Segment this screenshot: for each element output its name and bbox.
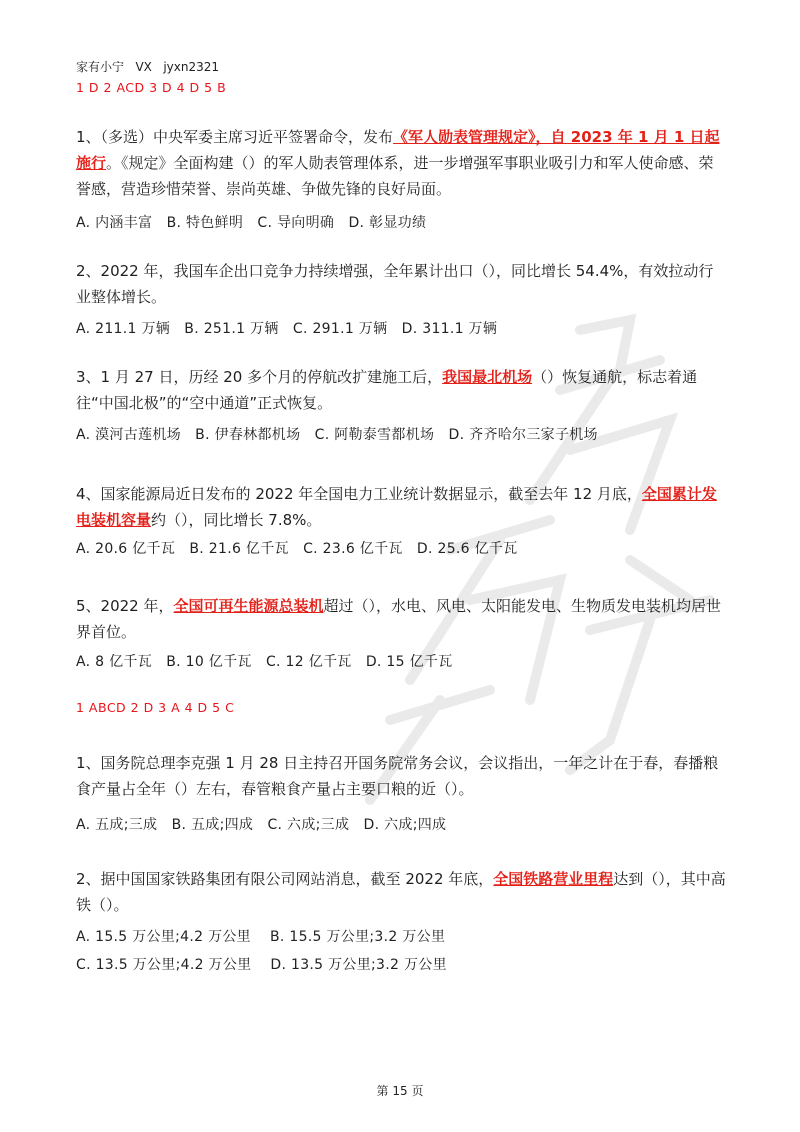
highlight-text: 全国累计发电装机容量 bbox=[76, 485, 717, 529]
header-contact: 家有小宁 VX jyxn2321 bbox=[76, 60, 219, 74]
options-1-3: A. 漠河古莲机场 B. 伊春林都机场 C. 阿勒泰雪都机场 D. 齐齐哈尔三家子机场 bbox=[76, 427, 598, 443]
highlight-text: 我国最北机场 bbox=[442, 368, 533, 386]
options-1-1: A. 内涵丰富 B. 特色鲜明 C. 导向明确 D. 彰显功绩 bbox=[76, 215, 427, 231]
highlight-text: 《军人勋表管理规定》，自 2023 年 1 月 1 日起施行 bbox=[76, 128, 720, 172]
question-1-1: 1、（多选）中央军委主席习近平签署命令，发布《军人勋表管理规定》，自 2023 年 1 月 1 日起施行。《规定》全面构建（）的军人勋表管理体系，进一步增强军事职业吸引力和军人使命感、荣誉感，营造珍惜荣誉、崇尚英雄、争做先锋的良好局面。 bbox=[76, 128, 720, 198]
options-1-4: A. 20.6 亿千瓦 B. 21.6 亿千瓦 C. 23.6 亿千瓦 D. 25.6 亿千瓦 bbox=[76, 541, 518, 557]
options-2-2-line1: A. 15.5 万公里;4.2 万公里 B. 15.5 万公里;3.2 万公里 bbox=[76, 929, 446, 945]
options-1-2: A. 211.1 万辆 B. 251.1 万辆 C. 291.1 万辆 D. 311.1 万辆 bbox=[76, 321, 498, 337]
question-1-3: 3、1 月 27 日，历经 20 多个月的停航改扩建施工后，我国最北机场（）恢复通航，标志着通往“中国北极”的“空中通道”正式恢复。 bbox=[76, 368, 698, 412]
question-1-5: 5、2022 年，全国可再生能源总装机超过（），水电、风电、太阳能发电、生物质发电装机均居世界首位。 bbox=[76, 597, 722, 641]
answer-key-1: 1 D 2 ACD 3 D 4 D 5 B bbox=[76, 80, 227, 95]
question-2-2: 2、据中国国家铁路集团有限公司网站消息，截至 2022 年底，全国铁路营业里程达到（），其中高铁（）。 bbox=[76, 870, 726, 914]
options-1-5: A. 8 亿千瓦 B. 10 亿千瓦 C. 12 亿千瓦 D. 15 亿千瓦 bbox=[76, 654, 453, 670]
question-1-4: 4、国家能源局近日发布的 2022 年全国电力工业统计数据显示，截至去年 12 月底，全国累计发电装机容量约（），同比增长 7.8%。 bbox=[76, 485, 717, 529]
highlight-text: 全国铁路营业里程 bbox=[493, 870, 614, 888]
question-2-1: 1、国务院总理李克强 1 月 28 日主持召开国务院常务会议，会议指出，一年之计在于春，春播粮食产量占全年（）左右，春管粮食产量占主要口粮的近（）。 bbox=[76, 754, 719, 798]
options-2-2-line2: C. 13.5 万公里;4.2 万公里 D. 13.5 万公里;3.2 万公里 bbox=[76, 957, 447, 973]
page-number: 第 15 页 bbox=[376, 1084, 424, 1098]
highlight-text: 全国可再生能源总装机 bbox=[173, 597, 324, 615]
answer-key-2: 1 ABCD 2 D 3 A 4 D 5 C bbox=[76, 700, 235, 715]
question-1-2: 2、2022 年，我国车企出口竞争力持续增强，全年累计出口（），同比增长 54.4%，有效拉动行业整体增长。 bbox=[76, 262, 714, 306]
options-2-1: A. 五成;三成 B. 五成;四成 C. 六成;三成 D. 六成;四成 bbox=[76, 817, 447, 833]
